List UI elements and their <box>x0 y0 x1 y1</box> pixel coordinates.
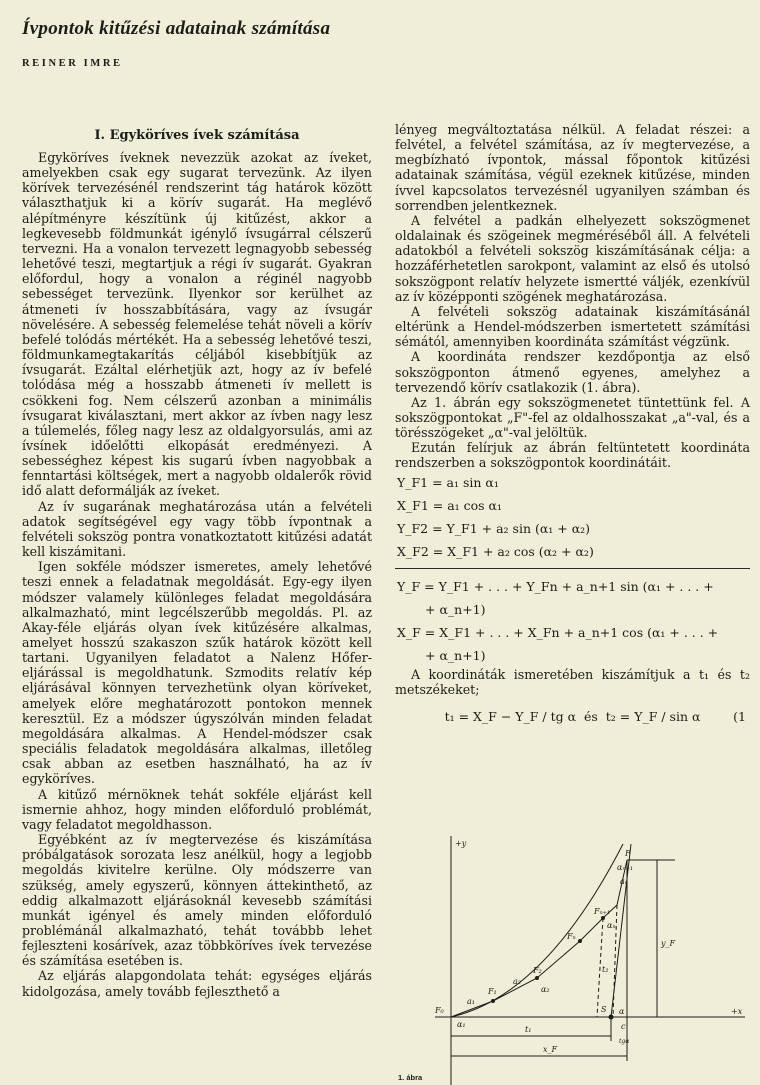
label-tge: tgα <box>619 1038 630 1045</box>
paragraph: Az eljárás alapgondolata tehát: egységes eljárás kidolgozása, amely tovább fejleszthető a <box>22 968 372 999</box>
paragraph: Igen sokféle módszer ismeretes, amely lehetővé teszi ennek a feladatnak megoldását. Egy-egy ilyen módszer valamely különleges feladat megoldására alkalmazható, mint legcélszerűbb megoldás. Pl. az Akay-féle eljárás olyan ívek kitűzésére alkalmas, amelyet hosszú szakaszon szűk határok között kell tartani. Ugyanilyen feladatot a Nalenz Hőfer-eljárással is megoldhatunk. Szmodits relatív kép eljárásával könnyen tervezhetünk olyan köríveket, amelyek előre meghatározott pontokon mennek keresztül. Ez a módszer úgyszólván minden feladat megoldására alkalmas. A Hendel-módszer csak speciális feladatok megoldására alkalmas, illetőleg csak abban az esetben használható, ha az ív egyköríves. <box>22 559 372 787</box>
paragraph: Egyköríves íveknek nevezzük azokat az íveket, amelyekben csak egy sugarat tervezünk. Az ilyen körívek tervezésénél rendszerint tág határok között választhatjuk ki a körív sugarát. Ha meglévő alépítményre készítünk új kitűzést, akkor a legkevesebb földmunkát igénylő ívsugárral célszerű tervezni. Ha a vonalon tervezett legnagyobb sebesség lehetővé teszi, megtartjuk a régi ív sugarát. Gyakran előfordul, hogy a vonalon a réginél nagyobb sebességet tervezünk. Ilyenkor sor kerülhet az átmeneti ív hosszabbítására, vagy az ívsugár növelésére. A sebesség felemelése tehát növeli a körív befelé tolódás mértékét. Ha a sebesség lehetővé teszi, földmunkamegtakarítás céljából kisebbítjük az ívsugarát. Ezáltal elérhetjük azt, hogy az ív befelé tolódása még a hosszabb átmeneti ív mellett is csökkeni fog. Nem célszerű azonban a minimális ívsugarat kiválasztani, mert akkor az ívben nagy lesz a túlemelés, főleg nagy lesz az oldalgyorsulás, ami az ívsínek időelőtti elkopását eredményezi. A sebességhez képest kis sugarú ívben nagyobbak a fenntartási költségek, mert a nagyobb oldalerők rövid idő alatt deformálják az íveket. <box>22 150 372 499</box>
formula: + α_n+1) <box>425 601 486 617</box>
paragraph: Ezután felírjuk az ábrán feltüntetett koordináta rendszerben a sokszögpontok koordinátáit. <box>395 440 750 471</box>
label-alpha: α <box>619 1007 625 1016</box>
paragraph: Egyébként az ív megtervezése és kiszámítása próbálgatások sorozata lesz anélkül, hogy a legjobb megoldás kivitelre kerülne. Oly módszerre van szükség, amely egyszerű, könnyen áttekinthető, az eddig alkalmazott eljárásoknál kevesebb számítási munkát igényel és amely minden előforduló problémánál alkalmazható, tehát továbbb lehet fejleszteni kosárívek, azaz többköríves ívek tervezése és számítása esetében is. <box>22 832 372 969</box>
display-equation <box>395 697 750 737</box>
formula: Y_F = Y_F1 + . . . + Y_Fn + a_n+1 sin (α₁ + . . . + <box>397 578 714 594</box>
label-t1: t₁ <box>525 1025 532 1034</box>
formula-separator <box>395 568 750 569</box>
left-column <box>22 128 372 999</box>
right-column <box>395 122 750 737</box>
equation-connector: és <box>584 708 598 724</box>
paragraph: lényeg megváltoztatása nélkül. A feladat részei: a felvétel, a felvétel számítása, az ív megtervezése, a megbízható ívpontok, mással főpontok kitűzési adatainak számítása, végül ezeknek kitűzése, minden ívvel kapcsolatos tervezésnél ugyanilyen számban és sorrendben jelentkeznek. <box>395 122 750 213</box>
section-heading: I. Egyköríves ívek számítása <box>94 128 300 143</box>
paragraph: A koordináta rendszer kezdőpontja az első sokszögponton átmenő egyenes, amelyhez a tervezendő körív csatlakozik (1. ábra). <box>395 349 750 395</box>
point-fn1 <box>601 916 605 920</box>
label-f-end: F <box>625 849 631 858</box>
formula: Y_F1 = a₁ sin α₁ <box>397 474 499 490</box>
label-xf: x_F <box>543 1045 558 1054</box>
formula: + α_n+1) <box>425 647 486 663</box>
label-alpha2: α₂ <box>541 985 550 994</box>
article-author: REINER IMRE <box>22 58 123 69</box>
paragraph: A felvétel a padkán elhelyezett sokszögmenet oldalainak és szögeinek megméréséből áll. A felvételi adatokból a felvételi sokszög kiszámításának célja: a hozzáférhetetlen sarokpont, valamint az első és utolsó sokszögpont relatív helyzete ismertté váljék, ezenkívül az ív középponti szögének meghatározása. <box>395 212 750 304</box>
label-a1: a₁ <box>467 997 475 1006</box>
formula: X_F = X_F1 + . . . + X_Fn + a_n+1 cos (α₁ + . . . + <box>397 624 719 640</box>
formula: X_F1 = a₁ cos α₁ <box>397 497 502 513</box>
equation-lhs: t₁ = X_F − Y_F / tg α <box>444 708 577 724</box>
label-alpha1: α₁ <box>457 1020 466 1029</box>
label-t2: t₂ <box>602 965 609 974</box>
x-axis-label: +x <box>731 1007 743 1016</box>
figure-1-diagram <box>395 836 755 1085</box>
paragraph: Az ív sugarának meghatározása után a felvételi adatok segítségével egy vagy több ívpontnak a felvételi sokszög pontra vonatkoztatott kitűzési adatát kell kiszámitani. <box>22 498 372 560</box>
formula: Y_F2 = Y_F1 + a₂ sin (α₁ + α₂) <box>397 520 591 536</box>
label-an: aₙ <box>620 877 629 886</box>
label-fn1: Fₙ₊₁ <box>594 907 611 916</box>
label-a2: a₂ <box>513 977 521 986</box>
article-title: Ívpontok kitűzési adatainak számítása <box>22 18 331 39</box>
paragraph: A kitűző mérnöknek tehát sokféle eljárást kell ismernie ahhoz, hogy minden előforduló problémát, vagy feladatot megoldhasson. <box>22 786 372 832</box>
equation-number: (1 <box>733 708 746 724</box>
paragraph: Az 1. ábrán egy sokszögmenetet tüntettünk fel. A sokszögpontokat „F"-fel az oldalhosszakat „a"-val, és a törésszögeket „α"-val jelöltük. <box>395 394 750 441</box>
label-yf: y_F <box>661 939 676 948</box>
polygon-traverse <box>451 905 617 1017</box>
y-axis-label: +y <box>455 839 467 848</box>
equation-rhs: t₂ = Y_F / sin α <box>605 708 701 724</box>
figure-caption: 1. ábra <box>398 1073 423 1082</box>
point-f1 <box>491 999 495 1003</box>
label-f2: F₂ <box>533 966 542 975</box>
arc-curve <box>451 844 623 1017</box>
point-f2 <box>535 976 539 980</box>
point-fn <box>578 939 582 943</box>
label-s: S <box>601 1005 607 1014</box>
label-fn: Fₙ <box>567 932 576 941</box>
label-alpha-n1: αₙ₊₁ <box>617 863 634 872</box>
paragraph: A felvételi sokszög adatainak kiszámításánál eltérünk a Hendel-módszerben ismertetett számítási sémától, amennyiben koordináta számítást végzünk. <box>395 303 750 350</box>
label-c: c <box>621 1022 626 1031</box>
paragraph: A koordináták ismeretében kiszámítjuk a t₁ és t₂ metszékeket; <box>395 666 750 697</box>
formula: X_F2 = X_F1 + a₂ cos (α₂ + α₂) <box>397 543 594 559</box>
label-f0: F₀ <box>435 1006 444 1015</box>
label-alpha-n: αₙ <box>607 921 616 930</box>
point-s <box>609 1015 614 1020</box>
label-f1: F₁ <box>488 987 497 996</box>
